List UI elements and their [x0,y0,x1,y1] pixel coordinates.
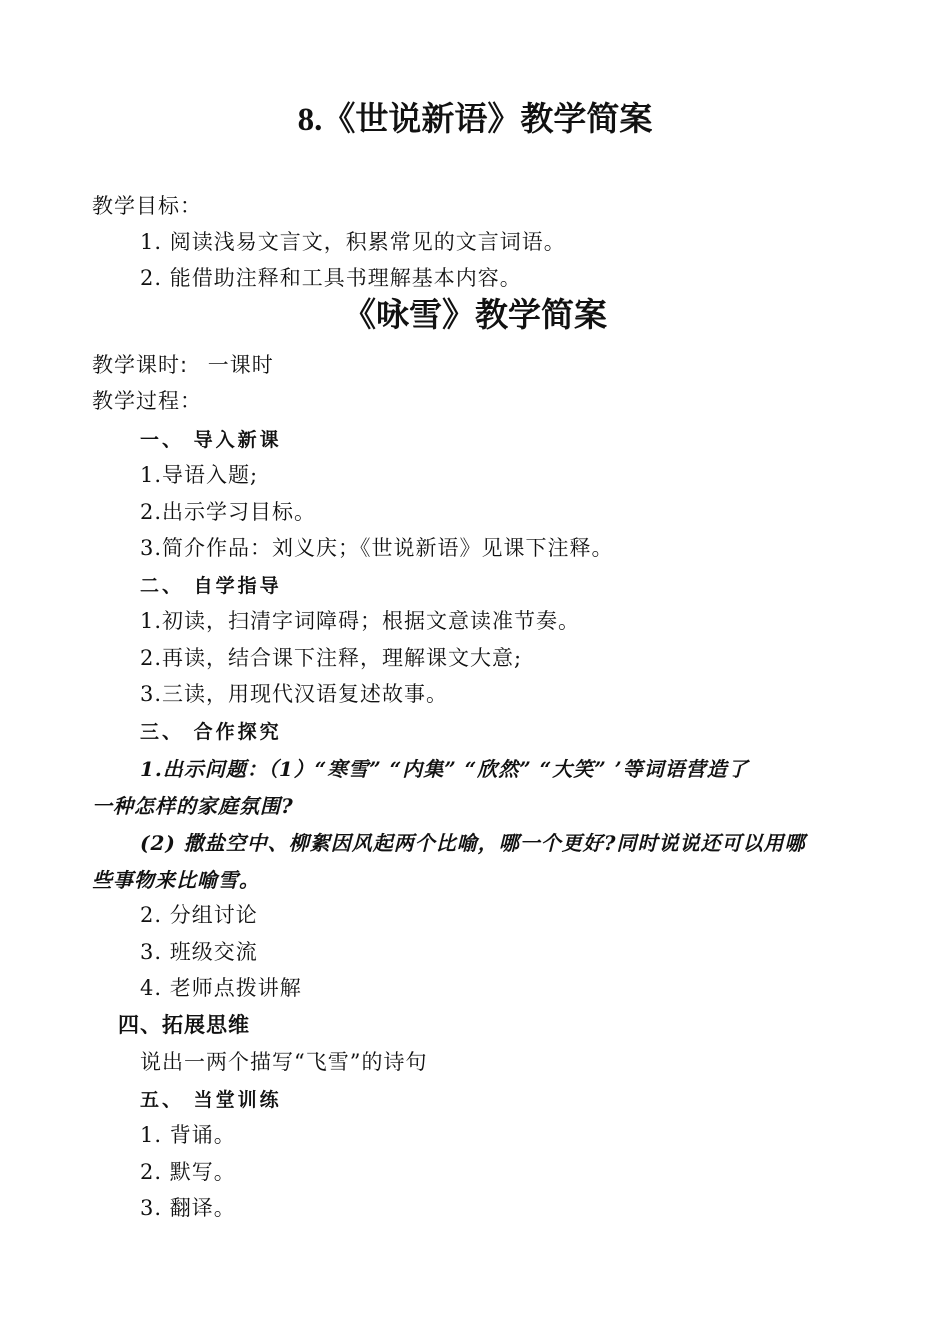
goal-item: 2. 能借助注释和工具书理解基本内容。 [140,266,522,290]
goal-item: 1. 阅读浅易文言文，积累常见的文言词语。 [140,230,566,254]
section-item: 3.三读，用现代汉语复述故事。 [140,682,449,706]
period-row [92,351,274,379]
process-label: 教学过程： [92,389,202,413]
question-line: 1.出示问题：（1）“寒雪” “内集” “欣然” “大笑” ’等词语营造了 [140,757,749,781]
section-item: 2. 默写。 [140,1160,236,1184]
section-item: 1. 背诵。 [140,1123,236,1147]
goals-label: 教学目标： [92,194,202,218]
section-item: 3.简介作品：刘义庆；《世说新语》见课下注释。 [140,536,614,560]
section-item: 2. 分组讨论 [140,903,258,927]
section-item: 1.导语入题; [140,463,259,487]
period-value: 一课时 [207,353,274,377]
section-item: 说出一两个描写“飞雪”的诗句 [140,1050,428,1074]
question-line: (2) 撒盐空中、柳絮因风起两个比喻，哪一个更好?同时说说还可以用哪 [140,831,806,855]
section-item: 3. 班级交流 [140,940,258,964]
document-title: 8.《世说新语》教学简案 [297,102,653,138]
section-heading: 五、 当堂训练 [140,1089,282,1111]
lesson-title: 《咏雪》教学简案 [343,298,607,334]
section-item: 2.出示学习目标。 [140,500,317,524]
section-item: 3. 翻译。 [140,1196,236,1220]
section-item: 4. 老师点拨讲解 [140,976,302,1000]
section-heading: 二、 自学指导 [140,575,282,597]
section-heading: 四、拓展思维 [118,1012,250,1037]
question-line: 一种怎样的家庭氛围? [92,794,294,818]
question-line: 些事物来比喻雪。 [92,868,260,892]
period-label: 教学课时: [92,353,189,377]
section-heading: 三、 合作探究 [140,721,282,743]
section-heading: 一、 导入新课 [140,429,282,451]
section-item: 2.再读，结合课下注释，理解课文大意; [140,646,523,670]
section-item: 1.初读，扫清字词障碍；根据文意读准节奏。 [140,609,581,633]
